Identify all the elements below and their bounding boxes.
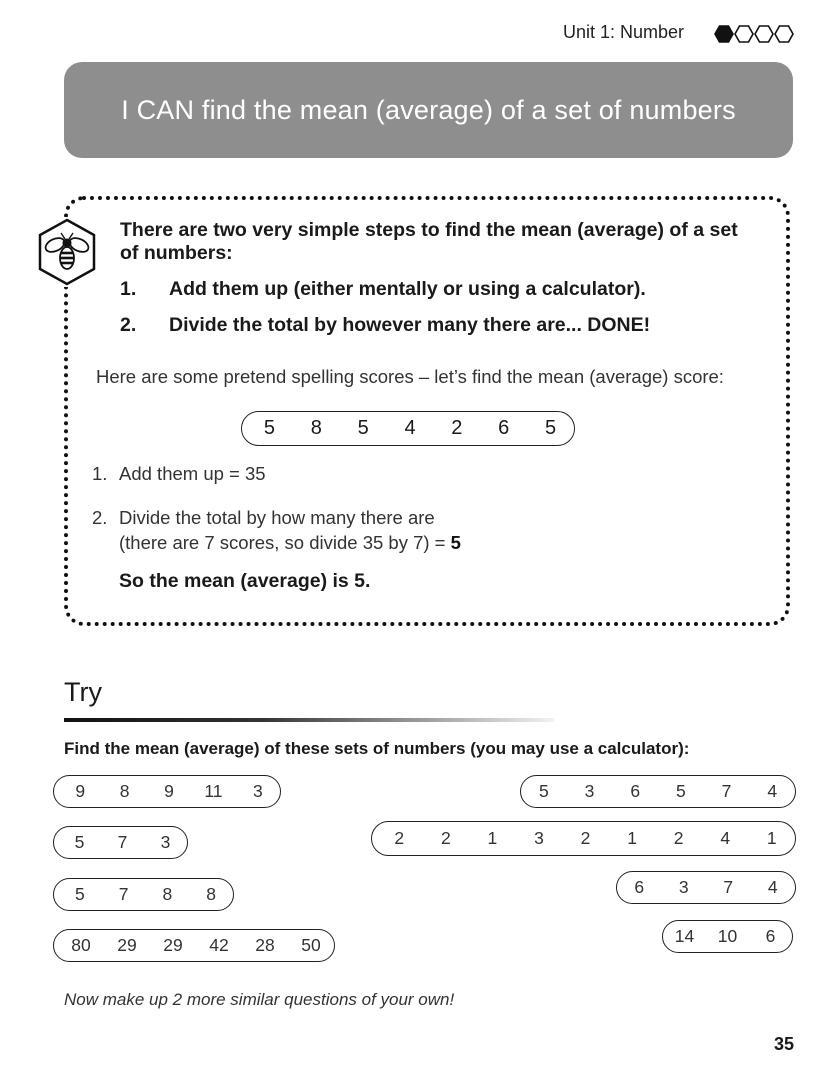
number-value: 2 (580, 828, 591, 848)
number-value: 29 (117, 935, 137, 955)
step-number: 1. (120, 278, 137, 300)
number-value: 4 (767, 781, 778, 801)
number-value: 6 (630, 781, 641, 801)
example-intro: Here are some pretend spelling scores – let’s find the mean (average) score: (96, 366, 724, 387)
step-item (120, 314, 760, 338)
number-value: 7 (118, 884, 129, 904)
example-number-set (241, 411, 575, 446)
number-value: 9 (75, 781, 86, 801)
number-value: 28 (255, 935, 275, 955)
number-value: 2 (673, 828, 684, 848)
number-value: 4 (404, 417, 416, 439)
number-value: 5 (75, 884, 85, 904)
number-value: 8 (119, 781, 130, 801)
number-value: 10 (717, 926, 738, 946)
number-value: 11 (204, 781, 223, 801)
hexagon-progress-icon (713, 24, 795, 44)
number-value: 2 (451, 417, 463, 439)
number-value: 7 (721, 781, 732, 801)
number-value: 1 (487, 828, 498, 848)
working-number: 1. (92, 463, 108, 484)
number-value: 3 (678, 877, 689, 897)
number-value: 7 (117, 832, 128, 852)
try-instruction: Find the mean (average) of these sets of numbers (you may use a calculator): (64, 739, 690, 758)
working-text-continued: (there are 7 scores, so divide 35 by 7) = (119, 532, 451, 553)
number-value: 1 (766, 828, 777, 848)
question-set (662, 920, 793, 953)
number-value: 5 (538, 781, 549, 801)
working-number: 2. (92, 507, 108, 528)
title-banner (64, 62, 793, 158)
heading-rule (64, 718, 554, 722)
number-value: 3 (160, 832, 171, 852)
footer-note: Now make up 2 more similar questions of your own! (64, 990, 455, 1009)
unit-label: Unit 1: Number (563, 22, 685, 42)
number-value: 8 (310, 417, 322, 439)
question-set (53, 878, 234, 911)
number-value: 50 (301, 935, 321, 955)
step-text: Divide the total by however many there are... DONE! (169, 314, 651, 336)
number-value: 80 (71, 935, 91, 955)
number-value: 3 (584, 781, 595, 801)
working-text: Add them up = 35 (119, 463, 266, 484)
number-value: 3 (534, 828, 544, 848)
explanation-intro: There are two very simple steps to find the mean (average) of a set of numbers: (120, 219, 738, 264)
number-value: 5 (357, 417, 369, 439)
working-answer: 5 (450, 532, 461, 553)
question-set (616, 871, 796, 904)
question-set (371, 821, 796, 856)
conclusion: So the mean (average) is 5. (119, 570, 371, 592)
step-number: 2. (120, 314, 137, 336)
number-value: 5 (263, 417, 275, 439)
number-value: 2 (394, 828, 405, 848)
working-step (92, 463, 266, 485)
working-text: Divide the total by how many there are (119, 507, 435, 528)
number-value: 1 (627, 828, 637, 848)
number-value: 6 (765, 926, 776, 946)
number-value: 6 (634, 877, 645, 897)
page-number: 35 (774, 1034, 795, 1054)
question-set (53, 775, 281, 808)
try-heading: Try (64, 677, 102, 707)
number-value: 8 (162, 884, 173, 904)
number-value: 3 (252, 781, 263, 801)
number-value: 5 (675, 781, 686, 801)
number-value: 8 (206, 884, 216, 904)
working-step (92, 505, 461, 555)
number-value: 9 (164, 781, 174, 801)
number-value: 7 (723, 877, 734, 897)
number-value: 2 (440, 828, 451, 848)
number-value: 4 (767, 877, 778, 897)
page-title: I CAN find the mean (average) of a set of numbers (121, 94, 736, 125)
step-text: Add them up (either mentally or using a calculator). (169, 278, 646, 300)
question-set (53, 826, 188, 859)
number-value: 14 (674, 926, 695, 946)
number-value: 5 (545, 417, 557, 439)
number-value: 5 (74, 832, 85, 852)
number-value: 6 (498, 417, 510, 439)
number-value: 42 (209, 935, 229, 955)
number-value: 4 (720, 828, 731, 848)
bee-icon (36, 217, 98, 287)
number-value: 29 (163, 935, 183, 955)
question-set (53, 929, 335, 962)
step-item (120, 278, 760, 302)
question-set (520, 775, 796, 808)
